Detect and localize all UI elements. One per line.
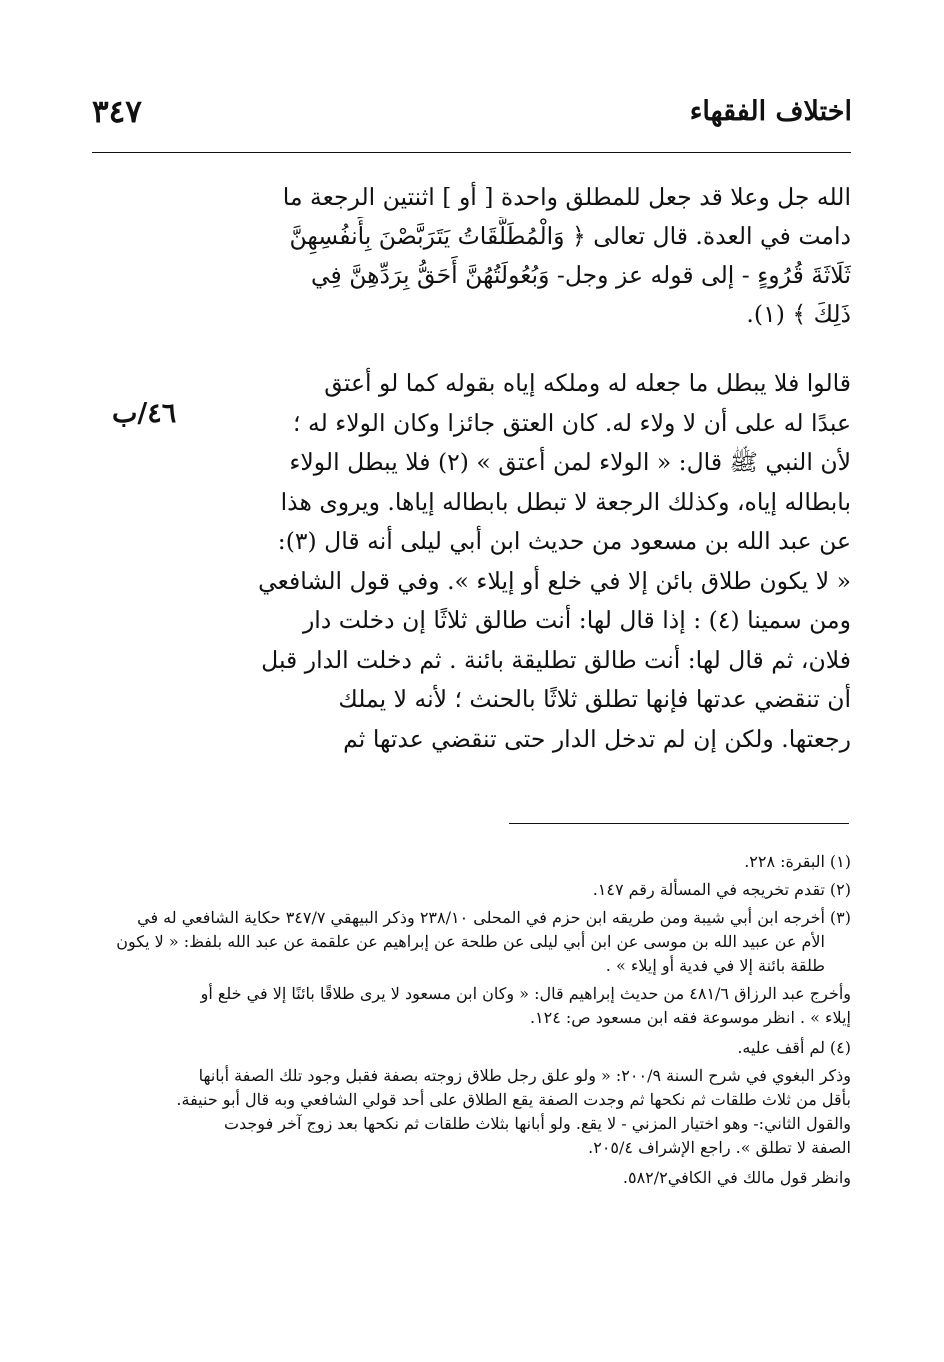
footnote-number: (٤) bbox=[829, 1038, 851, 1057]
footnote-number: (٢) bbox=[829, 880, 851, 899]
footnote-line: وذكر البغوي في شرح السنة ٢٠٠/٩: « ولو علق رجل طلاق زوجته بصفة فقبل وجود تلك الصفة أبانها bbox=[198, 1066, 851, 1085]
footnote-number: (٣) bbox=[829, 908, 851, 927]
footnote-line: وأخرج عبد الرزاق ٤٨١/٦ من حديث إبراهيم قال: « وكان ابن مسعود لا يرى طلاقًا بائنًا إلا في خلع أو bbox=[200, 984, 851, 1003]
body-line: لأن النبي ﷺ قال: « الولاء لمن أعتق » (٢) فلا يبطل الولاء bbox=[289, 448, 851, 476]
body-line: عبدًا له على أن لا ولاء له. كان العتق جائزا وكان الولاء له ؛ bbox=[293, 408, 851, 437]
body-line: أن تنقضي عدتها فإنها تطلق ثلاثًا بالحنث ؛ لأنه لا يملك bbox=[338, 685, 851, 713]
footnote-separator bbox=[509, 823, 849, 824]
manuscript-folio-marker: ٤٦/ب bbox=[112, 398, 177, 429]
header-rule bbox=[92, 152, 851, 153]
body-line: الله جل وعلا قد جعل للمطلق واحدة [ أو ] اثنتين الرجعة ما bbox=[282, 183, 851, 211]
body-line: قالوا فلا يبطل ما جعله له وملكه إياه بقوله كما لو أعتق bbox=[324, 369, 851, 397]
main-paragraph-2 bbox=[247, 364, 851, 759]
footnote-3 bbox=[91, 906, 851, 978]
footnote-line: أخرجه ابن أبي شيبة ومن طريقه ابن حزم في المحلى ٢٣٨/١٠ وذكر البيهقي ٣٤٧/٧ حكاية الشافعي له في bbox=[137, 908, 825, 927]
footnote-line: الصفة لا تطلق ». راجع الإشراف ٢٠٥/٤. bbox=[588, 1138, 851, 1157]
footnote-4-continuation bbox=[91, 1064, 851, 1160]
footnote-line: الأم عن عبيد الله بن موسى عن ابن أبي ليلى عن طلحة عن إبراهيم عن علقمة عن عبد الله بلفظ: « لا يكون bbox=[116, 932, 825, 951]
footnote-3-continuation bbox=[91, 982, 851, 1030]
running-title: اختلاف الفقهاء bbox=[689, 96, 852, 127]
footnote-1 bbox=[91, 850, 851, 874]
body-line: فلان، ثم قال لها: أنت طالق تطليقة بائنة . ثم دخلت الدار قبل bbox=[261, 645, 851, 674]
body-line: ذَلِكَ ﴾ (١). bbox=[746, 300, 851, 328]
footnote-line: وانظر قول مالك في الكافي٥٨٢/٢. bbox=[622, 1168, 851, 1187]
footnote-2 bbox=[91, 878, 851, 902]
footnote-4 bbox=[91, 1036, 851, 1060]
footnote-line: طلقة بائنة إلا في فدية أو إيلاء » . bbox=[605, 956, 825, 975]
footnote-line: إيلاء » . انظر موسوعة فقه ابن مسعود ص: ١٢٤. bbox=[529, 1008, 851, 1027]
footnote-line: البقرة: ٢٢٨. bbox=[744, 852, 825, 871]
main-paragraph-1 bbox=[247, 178, 851, 334]
body-line: رجعتها. ولكن إن لم تدخل الدار حتى تنقضي عدتها ثم bbox=[343, 724, 851, 753]
page-number: ٣٤٧ bbox=[92, 94, 142, 130]
body-line: ثَلَاثَةَ قُرُوءٍ - إلى قوله عز وجل- وَبُعُولَتُهُنَّ أَحَقُّ بِرَدِّهِنَّ فِي bbox=[310, 261, 851, 289]
body-line: « لا يكون طلاق بائن إلا في خلع أو إيلاء ». وفي قول الشافعي bbox=[258, 566, 851, 595]
body-line: بابطاله إياه، وكذلك الرجعة لا تبطل بابطاله إياها. ويروى هذا bbox=[280, 487, 851, 516]
footnote-line: تقدم تخريجه في المسألة رقم ١٤٧. bbox=[592, 880, 825, 899]
body-line: ومن سمينا (٤) : إذا قال لها: أنت طالق ثلاثًا إن دخلت دار bbox=[302, 606, 851, 634]
footnote-line: والقول الثاني:- وهو اختيار المزني - لا يقع. ولو أبانها بثلاث طلقات ثم نكحها بعد زوج آخر فوجدت bbox=[223, 1114, 851, 1133]
footnote-line: لم أقف عليه. bbox=[737, 1038, 825, 1057]
footnotes bbox=[91, 850, 851, 1196]
body-line: دامت في العدة. قال تعالى ﴿ وَالْمُطَلَّقَاتُ يَتَرَبَّصْنَ بِأَنفُسِهِنَّ bbox=[289, 222, 851, 250]
page-header bbox=[92, 96, 852, 146]
body-line: عن عبد الله بن مسعود من حديث ابن أبي ليلى أنه قال (٣): bbox=[277, 527, 851, 555]
footnote-4-reference bbox=[91, 1166, 851, 1190]
footnote-line: بأقل من ثلاث طلقات ثم نكحها ثم وجدت الصفة يقع الطلاق على أحد قولي الشافعي وبه قال أبو حنيفة. bbox=[176, 1090, 851, 1109]
footnote-number: (١) bbox=[829, 852, 851, 871]
